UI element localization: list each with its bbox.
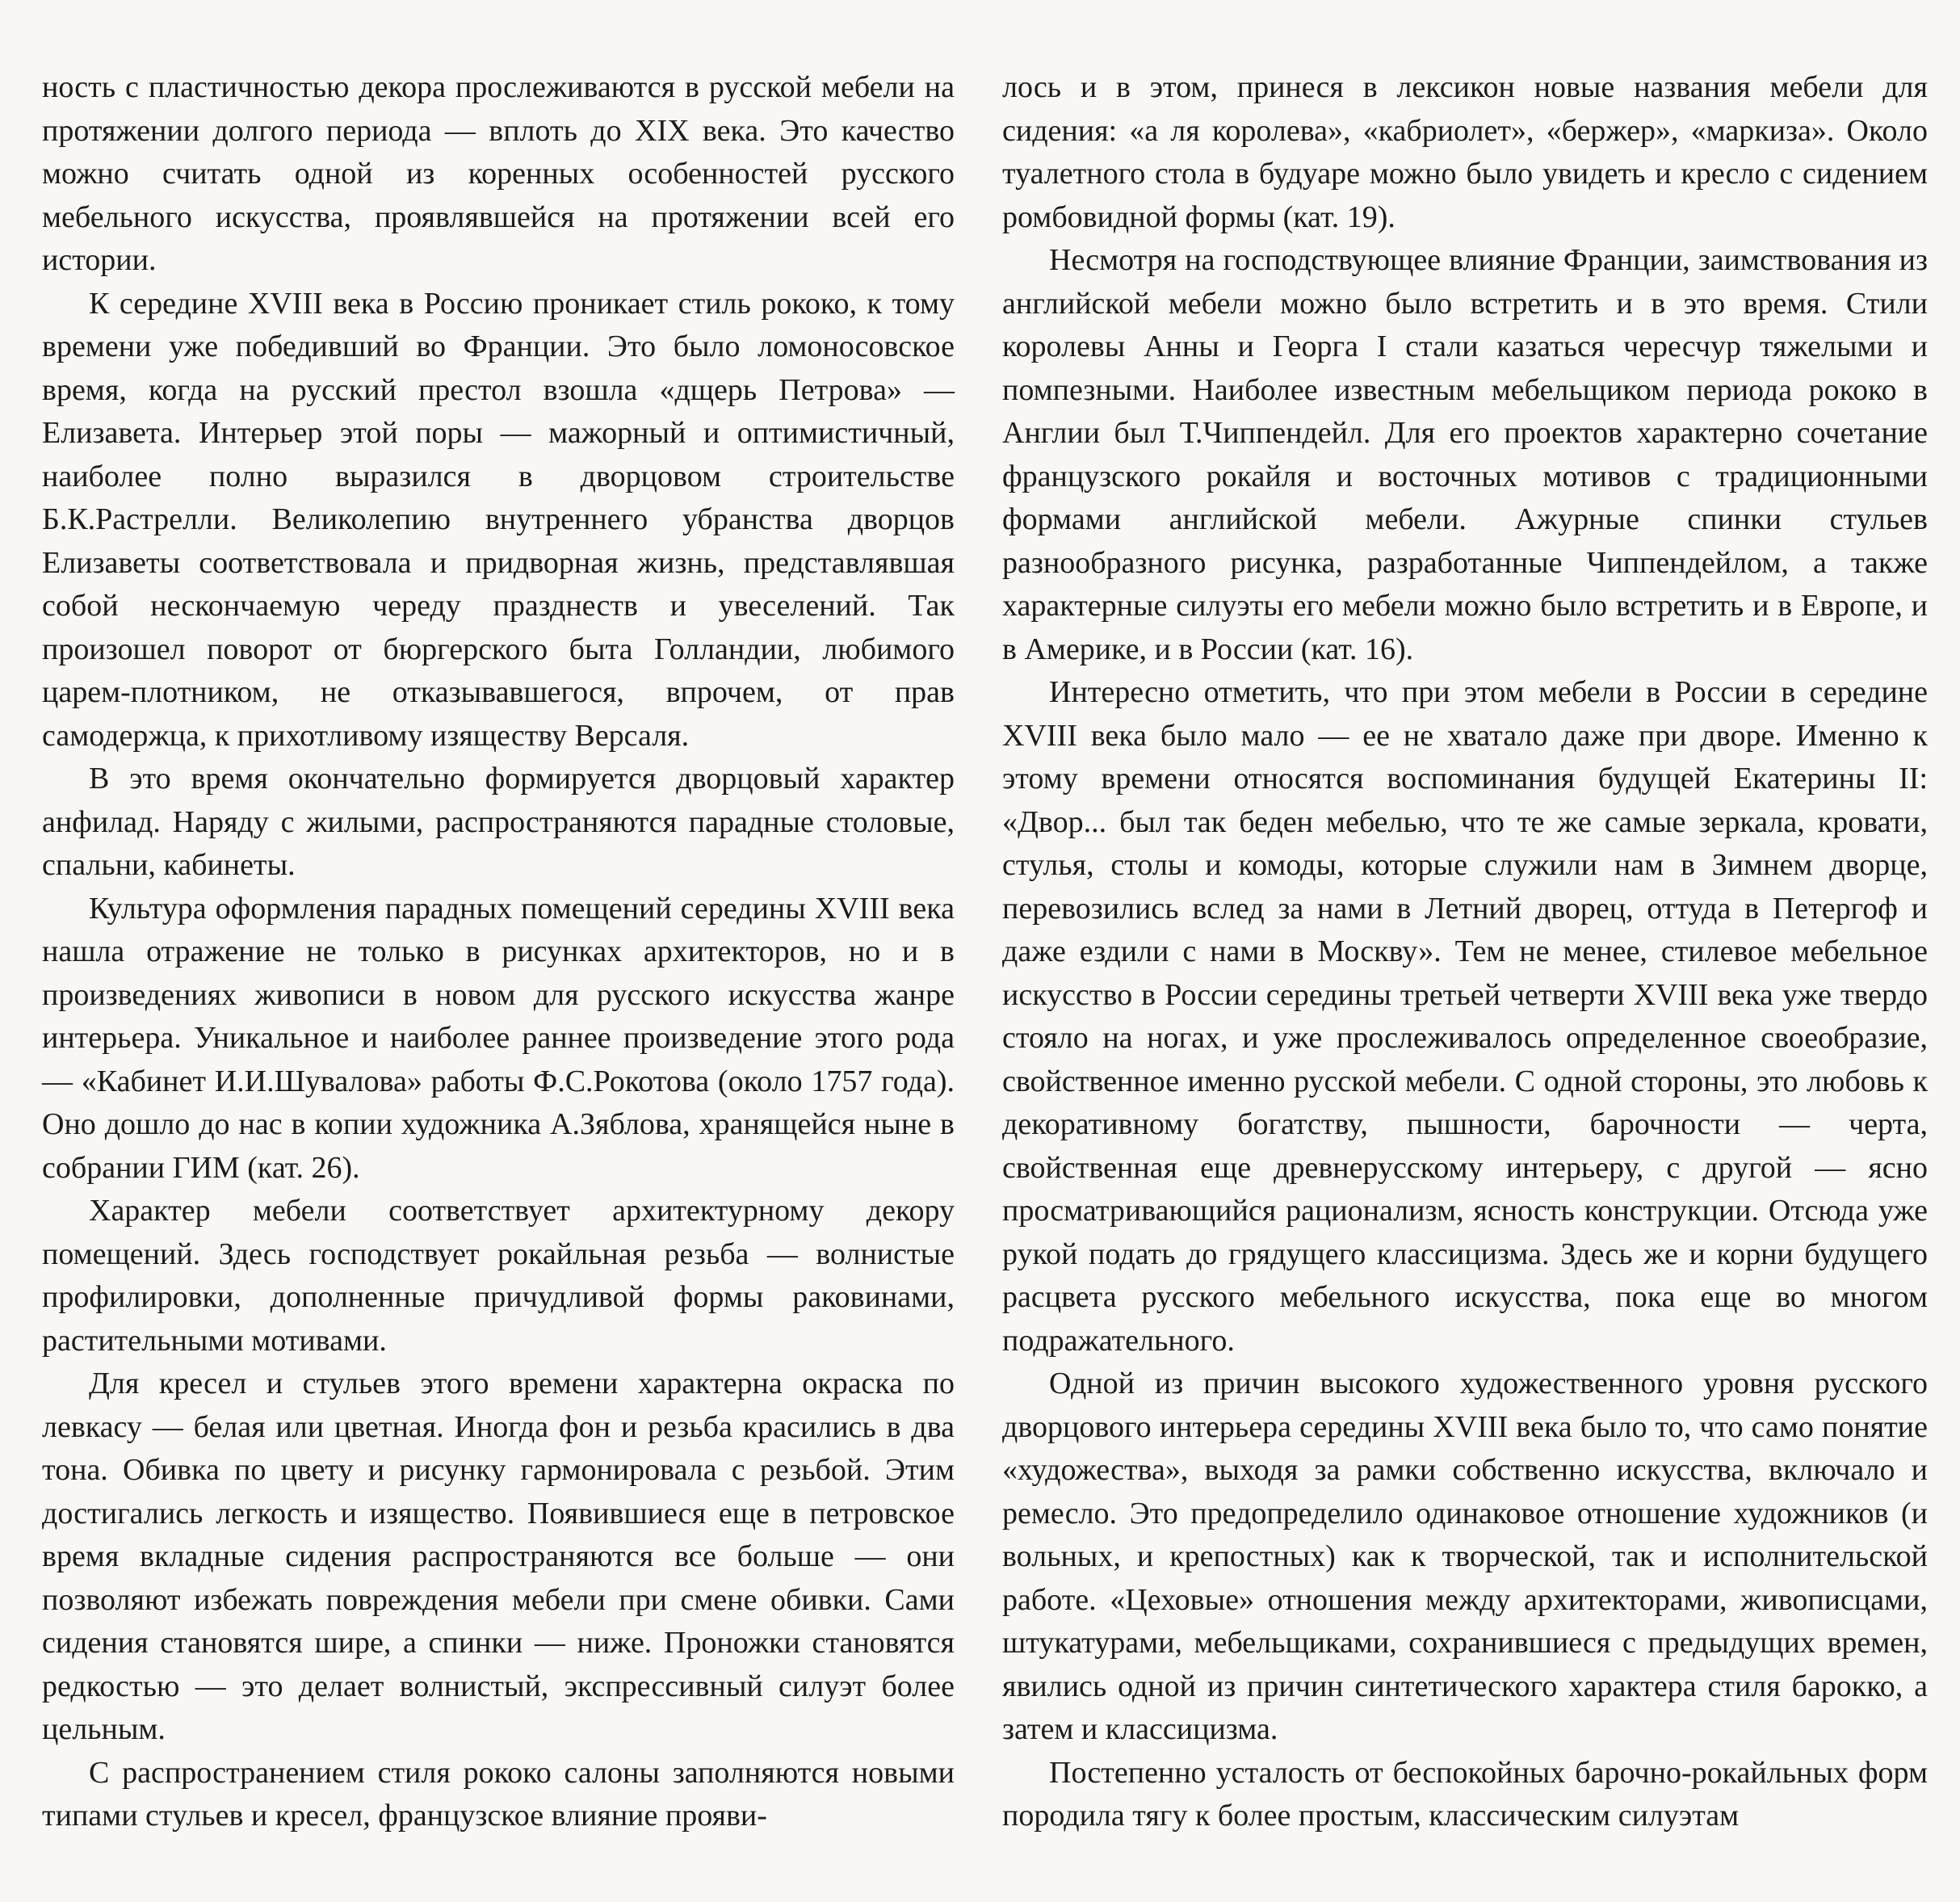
paragraph: Постепенно усталость от беспокойных барочно-рокайльных форм породила тягу к более простым, классическим силуэтам xyxy=(1002,1755,1928,1833)
paragraph: К середине XVIII века в Россию проникает стиль рококо, к тому времени уже победивший во Франции. Это было ломоносовское время, когда на русский престол взошла «дщерь Петрова» — Елизавета. Интерьер этой поры — мажорный и оптимистичный, наиболее полно выразился в дворцовом строительстве Б.К.Растрелли. Великолепию внутреннего убранства дворцов Елизаветы соответствовала и придворная жизнь, представлявшая собой нескончаемую череду празднеств и увеселений. Так произошел поворот от бюргерского быта Голландии, любимого царем-плотником, не отказывавшегося, впрочем, от прав самодержца, к прихотливому изяществу Версаля. xyxy=(42,286,955,753)
paragraph: лось и в этом, принеся в лексикон новые названия мебели для сидения: «а ля королева», «кабриолет», «бержер», «маркиза». Около туалетного стола в будуаре можно было увидеть и кресло с сидением ромбовидной формы (кат. 19). xyxy=(1002,70,1928,234)
paragraph: Для кресел и стульев этого времени характерна окраска по левкасу — белая или цветная. Иногда фон и резьба красились в два тона. Обивка по цвету и рисунку гармонировала с резьбой. Этим достигались легкость и изящество. Появившиеся еще в петровское время вкладные сидения распространяются все больше — они позволяют избежать повреждения мебели при смене обивки. Сами сидения становятся шире, а спинки — ниже. Проножки становятся редкостью — это делает волнистый, экспрессивный силуэт более цельным. xyxy=(42,1367,955,1746)
right-column xyxy=(1002,66,1928,1902)
paragraph: С распространением стиля рококо салоны заполняются новыми типами стульев и кресел, французское влияние прояви- xyxy=(42,1755,955,1833)
paragraph: Характер мебели соответствует архитектурному декору помещений. Здесь господствует рокайльная резьба — волнистые профилировки, дополненные причудливой формы раковинами, растительными мотивами. xyxy=(42,1194,955,1358)
paragraph: Несмотря на господствующее влияние Франции, заимствования из английской мебели можно было встретить и в это время. Стили королевы Анны и Георга I стали казаться чересчур тяжелыми и помпезными. Наиболее известным мебельщиком периода рококо в Англии был Т.Чиппендейл. Для его проектов характерно сочетание французского рокайля и восточных мотивов с традиционными формами английской мебели. Ажурные спинки стульев разнообразного рисунка, разработанные Чиппендейлом, а также характерные силуэты его мебели можно было встретить и в Европе, и в Америке, и в России (кат. 16). xyxy=(1002,243,1928,666)
paragraph: ность с пластичностью декора прослеживаются в русской мебели на протяжении долгого периода — вплоть до XIX века. Это качество можно считать одной из коренных особенностей русского мебельного искусства, проявлявшейся на протяжении всей его истории. xyxy=(42,70,955,277)
left-column xyxy=(42,66,955,1902)
paragraph: Культура оформления парадных помещений середины XVIII века нашла отражение не только в рисунках архитекторов, но и в произведениях живописи в новом для русского искусства жанре интерьера. Уникальное и наиболее раннее произведение этого рода — «Кабинет И.И.Шувалова» работы Ф.С.Рокотова (около 1757 года). Оно дошло до нас в копии художника А.Зяблова, хранящейся ныне в собрании ГИМ (кат. 26). xyxy=(42,891,955,1185)
paragraph: Одной из причин высокого художественного уровня русского дворцового интерьера середины XVIII века было то, что само понятие «художества», выходя за рамки собственно искусства, включало и ремесло. Это предопределило одинаковое отношение художников (и вольных, и крепостных) как к творческой, так и исполнительской работе. «Цеховые» отношения между архитекторами, живописцами, штукатурами, мебельщиками, сохранившиеся с предыдущих времен, явились одной из причин синтетического характера стиля барокко, а затем и классицизма. xyxy=(1002,1367,1928,1746)
paragraph: Интересно отметить, что при этом мебели в России в середине XVIII века было мало — ее не хватало даже при дворе. Именно к этому времени относятся воспоминания будущей Екатерины II: «Двор... был так беден мебелью, что те же самые зеркала, кровати, стулья, столы и комоды, которые служили нам в Зимнем дворце, перевозились вслед за нами в Летний дворец, оттуда в Петергоф и даже ездили с нами в Москву». Тем не менее, стилевое мебельное искусство в России середины третьей четверти XVIII века уже твердо стояло на ногах, и уже прослеживалось определенное своеобразие, свойственное именно русской мебели. С одной стороны, это любовь к декоративному богатству, пышности, барочности — черта, свойственная еще древнерусскому интерьеру, с другой — ясно просматривающийся рационализм, ясность конструкции. Отсюда уже рукой подать до грядущего классицизма. Здесь же и корни будущего расцвета русского мебельного искусства, пока еще во многом подражательного. xyxy=(1002,675,1928,1358)
paragraph: В это время окончательно формируется дворцовый характер анфилад. Наряду с жилыми, распространяются парадные столовые, спальни, кабинеты. xyxy=(42,762,955,882)
